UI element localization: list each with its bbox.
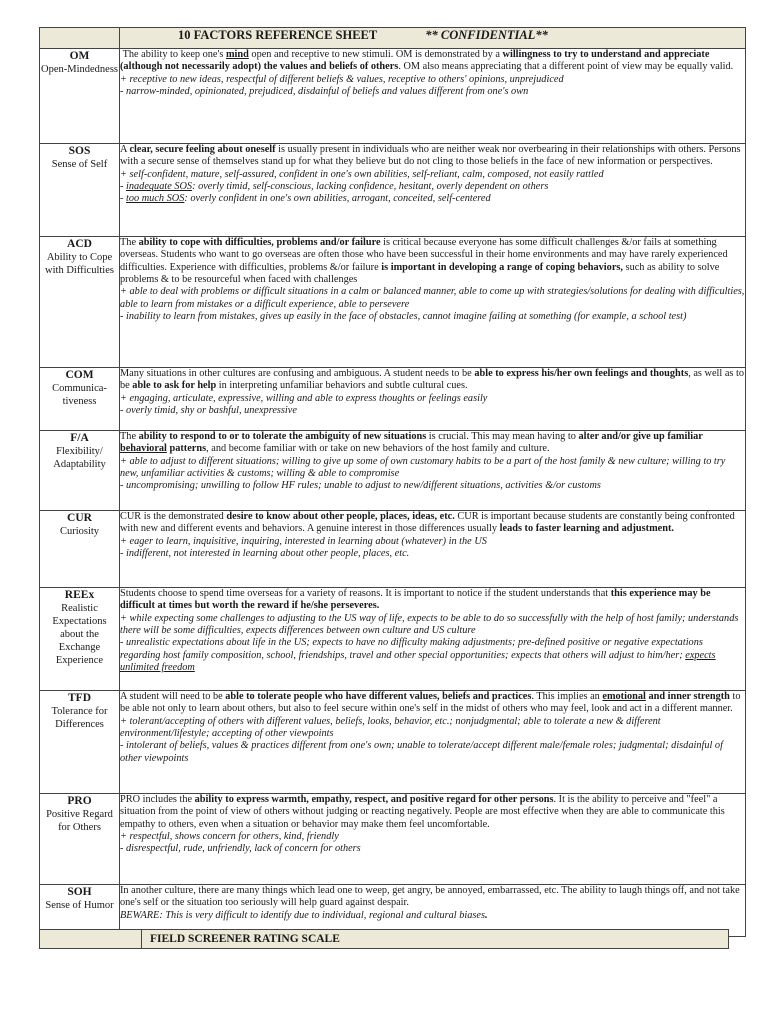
factor-abbr: SOS xyxy=(68,145,91,157)
factor-name: Communica-tiveness xyxy=(52,383,107,407)
factor-definition: Many situations in other cultures are confusing and ambiguous. A student needs to be able to express his/her own feelings and thoughts, as well as to be able to ask for help in interpreting unfamiliar behaviors and subtle cultural cues. xyxy=(120,368,744,392)
factor-description xyxy=(120,144,746,237)
factor-name: Curiosity xyxy=(59,526,100,537)
positive-traits: + self-confident, mature, self-assured, confident in one's own abilities, self-reliant, calm, composed, not easily rattled xyxy=(120,168,604,180)
factor-description xyxy=(120,691,746,794)
factor-code-cell xyxy=(40,237,120,368)
factor-name: Sense of Humor xyxy=(45,900,114,911)
factor-row-reex xyxy=(40,588,746,691)
factor-definition: The ability to cope with difficulties, problems and/or failure is critical because everyone has some difficult challenges &/or fails at something overseas. Students who want to go overseas are often those who have been successful in their home environments and may have rarely experienced difficulties. Experience with difficulties, problems &/or failure is important in developing a range of coping behaviors, such as ability to solve problems & to be resourceful when faced with challenges xyxy=(120,237,728,286)
rating-scale-title: FIELD SCREENER RATING SCALE xyxy=(141,930,340,948)
factor-abbr: OM xyxy=(69,50,90,62)
factor-abbr: SOH xyxy=(67,886,92,898)
factor-abbr: F/A xyxy=(70,432,89,444)
factor-name: Flexibility/ Adaptability xyxy=(53,446,106,470)
beware-note: BEWARE: This is very difficult to identify due to individual, regional and cultural biases. xyxy=(120,909,488,921)
factor-row-cur xyxy=(40,511,746,588)
negative-traits: - disrespectful, rude, unfriendly, lack of concern for others xyxy=(120,843,361,855)
factor-description xyxy=(120,368,746,431)
factor-code-cell xyxy=(40,691,120,794)
page-title xyxy=(120,28,746,49)
factor-definition: A clear, secure feeling about oneself is usually present in individuals who are neither weak nor overbearing in their relationships with others. Persons with a secure sense of themselves stand up for what they believe but do not cling to those beliefs in the face of new information or perspectives. xyxy=(120,144,741,168)
header-blank-cell xyxy=(40,28,120,49)
factor-abbr: PRO xyxy=(67,795,92,807)
factor-description xyxy=(120,49,746,144)
confidential-label: ** CONFIDENTIAL** xyxy=(425,28,548,42)
positive-traits: + tolerant/accepting of others with different values, beliefs, looks, behavior, etc.; nonjudgmental; able to tolerate a new & different environment/lifestyle; accepting of other viewpoints xyxy=(120,715,661,740)
negative-traits: - narrow-minded, opinionated, prejudiced, disdainful of beliefs and values different from one's own xyxy=(120,86,529,98)
factor-row-pro xyxy=(40,794,746,885)
factor-abbr: CUR xyxy=(67,512,92,524)
factor-name: Open-Mindedness xyxy=(41,64,118,75)
factor-code-cell xyxy=(40,49,120,144)
factor-description xyxy=(120,237,746,368)
negative-traits: - intolerant of beliefs, values & practices different from one's own; unable to tolerate/accept different male/female roles; judgmental; disdainful of other viewpoints xyxy=(120,740,723,764)
factor-definition: Students choose to spend time overseas for a variety of reasons. It is important to notice if the student understands that this experience may be difficult at times but worth the reward if he/she perseveres. xyxy=(120,588,711,612)
negative-traits: - inadequate SOS: overly timid, self-conscious, lacking confidence, hesitant, overly dependent on others xyxy=(120,181,549,193)
factor-description xyxy=(120,511,746,588)
factor-row-fa xyxy=(40,431,746,511)
factor-name: Sense of Self xyxy=(51,159,108,170)
negative-traits: - overly timid, shy or bashful, unexpressive xyxy=(120,405,297,417)
positive-traits: + able to deal with problems or difficult situations in a calm or balanced manner, able to come up with strategies/solutions for dealing with difficulties, able to learn from mistakes or a difficult experience, able to persevere xyxy=(120,286,745,310)
factor-abbr: REEx xyxy=(64,589,95,601)
factor-row-acd xyxy=(40,237,746,368)
factor-code-cell xyxy=(40,368,120,431)
sheet-title: 10 FACTORS REFERENCE SHEET xyxy=(178,28,378,42)
factors-table xyxy=(39,27,746,937)
factor-name: Tolerance for Differences xyxy=(51,706,108,730)
factor-definition: In another culture, there are many things which lead one to weep, get angry, be annoyed, embarrassed, etc. The ability to laugh things off, and not take one's self or the situation too seriously will help guard against despair. xyxy=(120,885,740,909)
factor-name: Positive Regard for Others xyxy=(46,809,113,833)
factor-definition: The ability to keep one's mind open and receptive to new stimuli. OM is demonstrated by a willingness to try to understand and appreciate (although not necessarily adopt) the values and beliefs of others. OM also means appreciating that a different point of view may be equally valid. xyxy=(120,49,734,73)
factor-definition: CUR is the demonstrated desire to know about other people, places, ideas, etc. CUR is important because students are constantly being confronted with new and different events and behaviors. A genuine interest in those differences usually leads to faster learning and adjustment. xyxy=(120,511,735,535)
factor-code-cell xyxy=(40,431,120,511)
factor-description xyxy=(120,588,746,691)
positive-traits: + receptive to new ideas, respectful of different beliefs & values, receptive to others' opinions, unprejudiced xyxy=(120,73,564,85)
factor-code-cell xyxy=(40,144,120,237)
negative-traits: - inability to learn from mistakes, gives up easily in the face of obstacles, cannot imagine failing at something (for example, a school test) xyxy=(120,311,687,323)
factor-row-com xyxy=(40,368,746,431)
factor-row-sos xyxy=(40,144,746,237)
factor-name: Realistic Expectations about the Exchange Experience xyxy=(52,603,107,666)
rating-scale-header xyxy=(39,929,729,949)
positive-traits: + respectful, shows concern for others, kind, friendly xyxy=(120,831,339,843)
positive-traits: + while expecting some challenges to adjusting to the US way of life, expects to be able to do so successfully with the help of host family; understands there will be some difficulties, expects differences between own culture and US culture xyxy=(120,612,739,637)
factor-definition: PRO includes the ability to express warmth, empathy, respect, and positive regard for other persons. It is the ability to perceive and "feel" a situation from the point of view of others without judging or reacting negatively. People are most effective when they are able to communicate this empathy to others, even when a situation or behavior may make them feel uncomfortable. xyxy=(120,794,725,830)
negative-traits: - too much SOS: overly confident in one's own abilities, arrogant, conceited, self-centered xyxy=(120,193,491,205)
positive-traits: + engaging, articulate, expressive, willing and able to express thoughts or feelings easily xyxy=(120,392,488,404)
factor-code-cell xyxy=(40,794,120,885)
factor-abbr: ACD xyxy=(67,238,92,250)
table-header-row xyxy=(40,28,746,49)
factor-code-cell xyxy=(40,511,120,588)
factor-row-om xyxy=(40,49,746,144)
negative-traits: - uncompromising; unwilling to follow HF rules; unable to adjust to new/different situations, activities &/or customs xyxy=(120,480,601,492)
positive-traits: + able to adjust to different situations; willing to give up some of own customary habits to be a part of the host family & new culture; willing to try new, unfamiliar activities & customs; willing & able to compromise xyxy=(120,455,726,480)
negative-traits: - unrealistic expectations about life in the US; expects to have no difficulty making adjustments; pre-defined positive or negative expectations regarding host family composition, school, friendships, travel and other special opportunities; expects that others will adjust to him/her; expects unlimited freedom xyxy=(120,637,716,674)
negative-traits: - indifferent, not interested in learning about other people, places, etc. xyxy=(120,548,410,560)
factor-abbr: TFD xyxy=(68,692,91,704)
factor-description xyxy=(120,794,746,885)
factor-description xyxy=(120,431,746,511)
factor-name: Ability to Cope with Difficulties xyxy=(45,252,114,276)
factor-code-cell xyxy=(40,588,120,691)
factor-row-tfd xyxy=(40,691,746,794)
factor-definition: The ability to respond to or to tolerate the ambiguity of new situations is crucial. This may mean having to alter and/or give up familiar behavioral patterns, and become familiar with or take on new behaviors of the host family and culture. xyxy=(120,431,703,455)
factor-abbr: COM xyxy=(65,369,94,381)
positive-traits: + eager to learn, inquisitive, inquiring, interested in learning about (whatever) in the US xyxy=(120,535,487,547)
factor-definition: A student will need to be able to tolerate people who have different values, beliefs and practices. This implies an emotional and inner strength to be able not only to learn about others, but also to feel secure within one's self in the midst of others who may feel, look and act in a different manner. xyxy=(120,691,741,715)
